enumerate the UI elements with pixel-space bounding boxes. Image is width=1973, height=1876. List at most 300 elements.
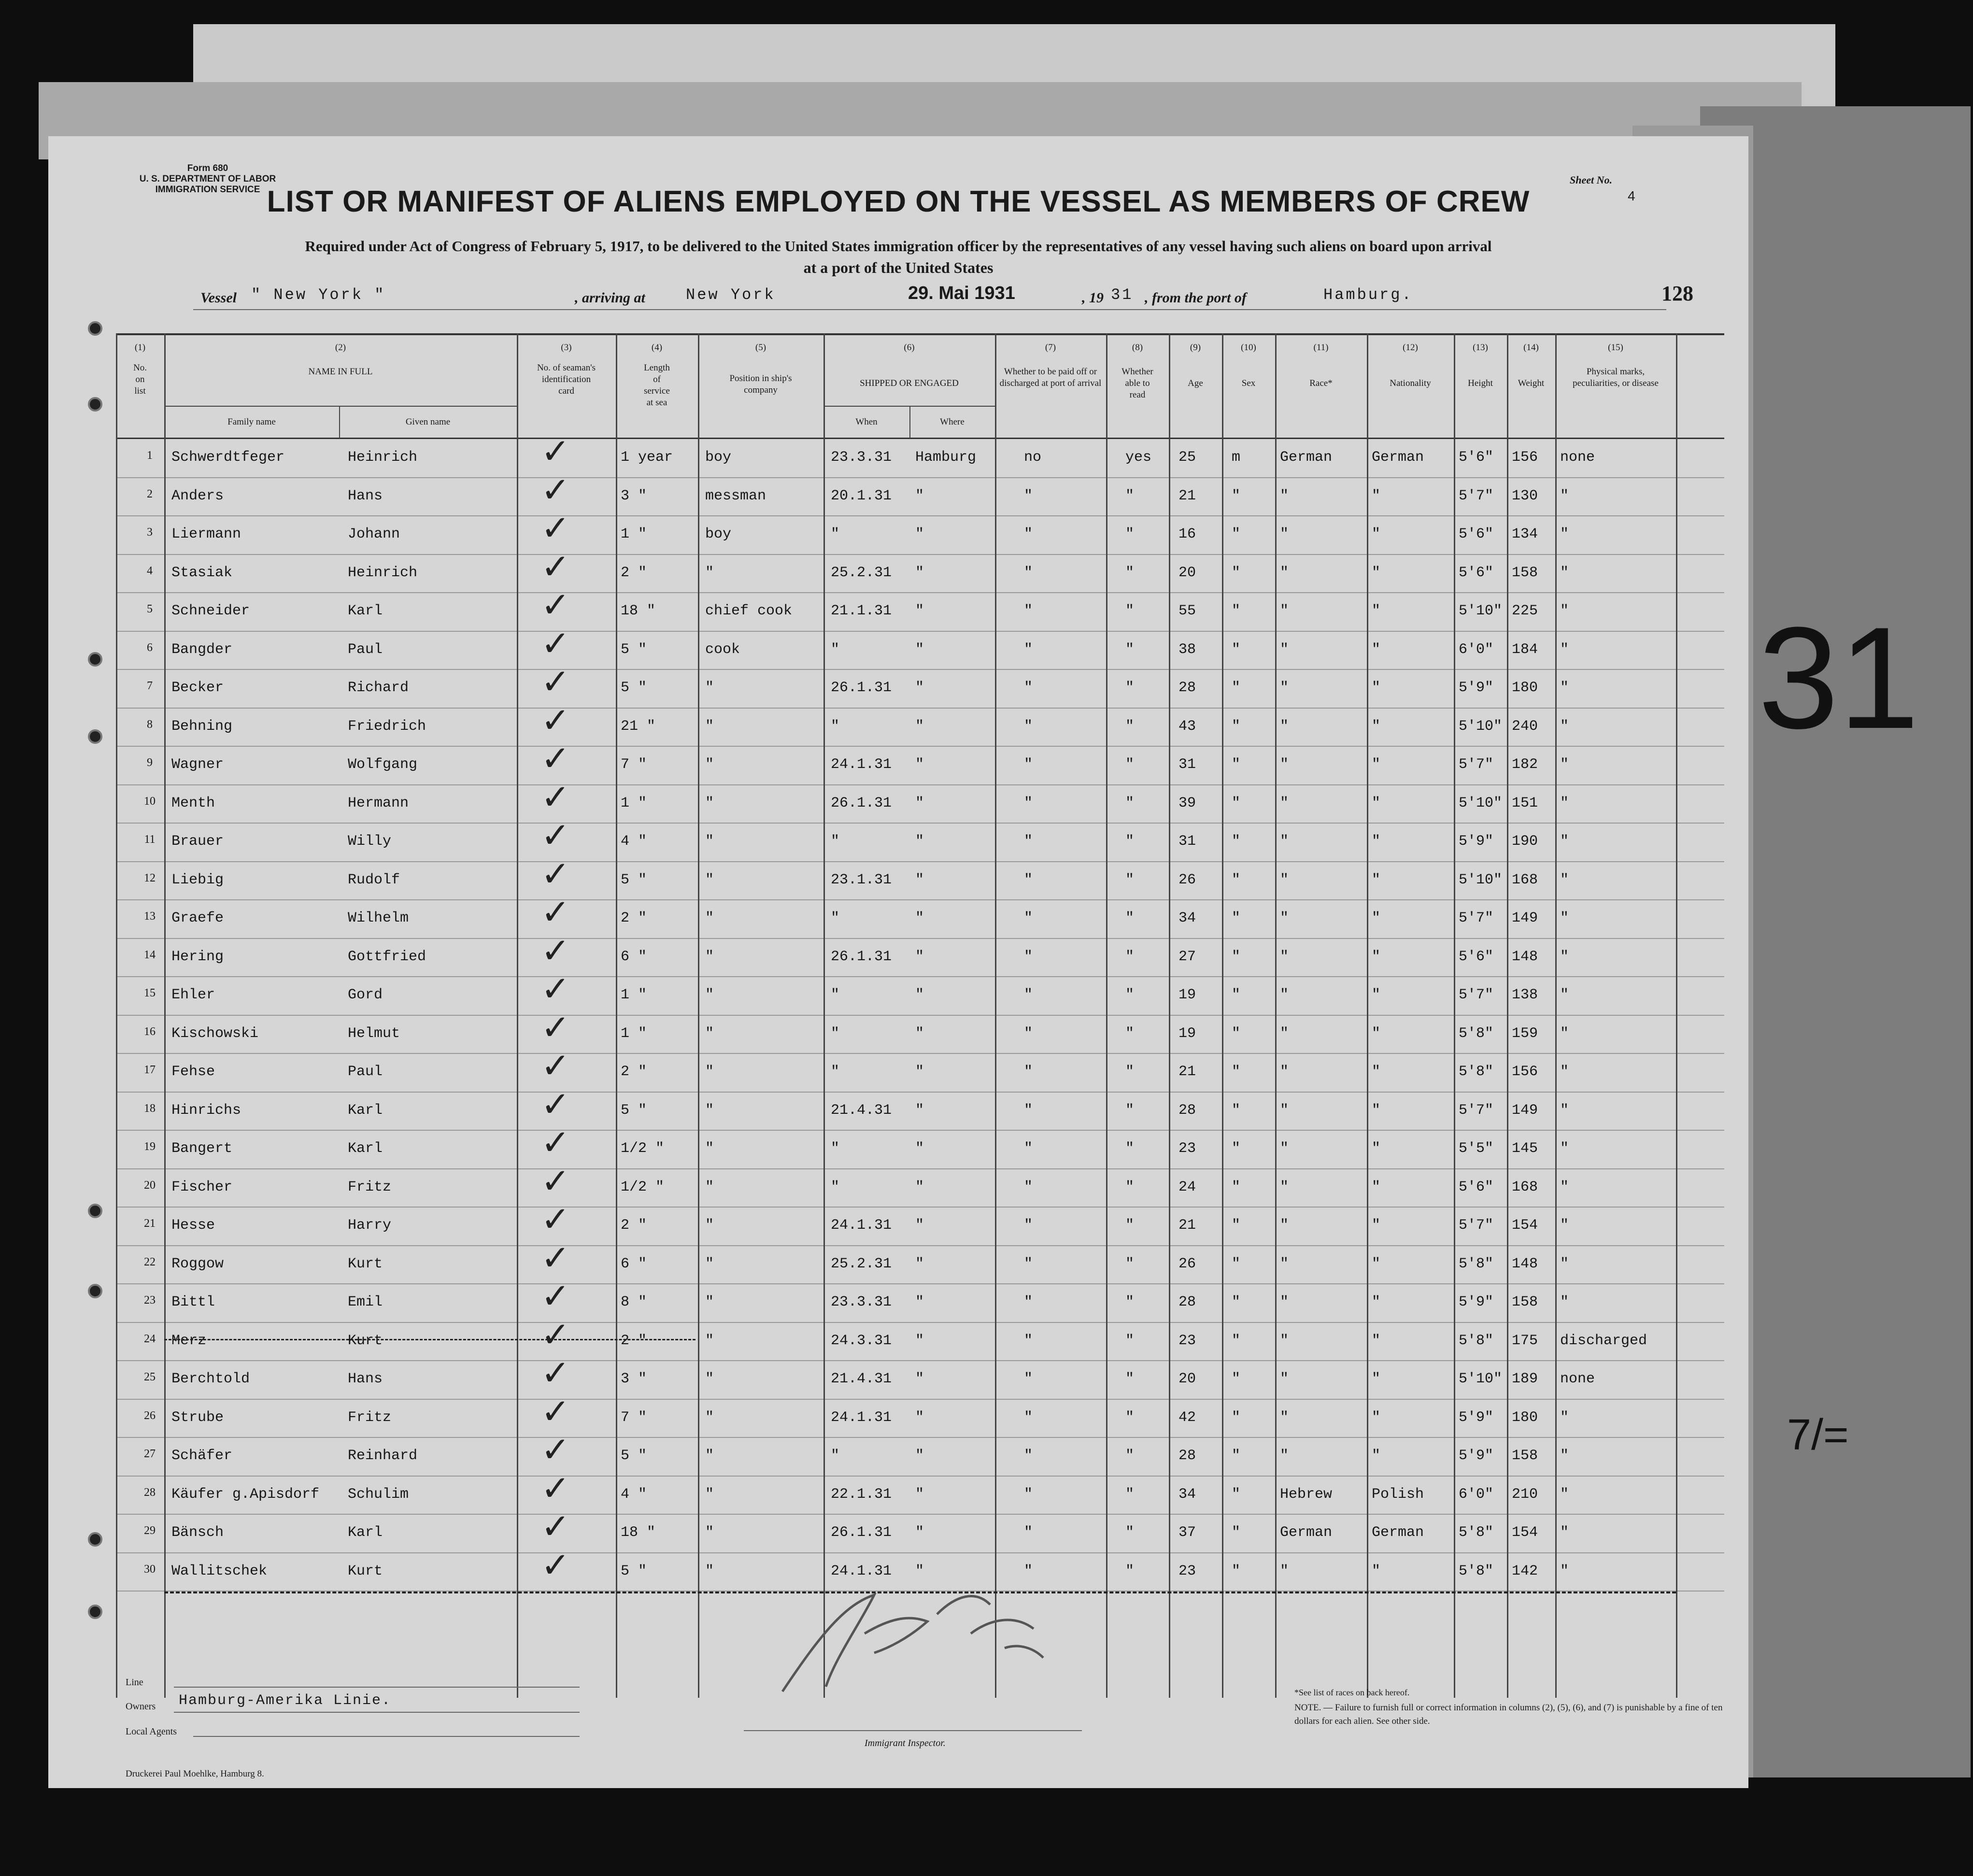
cell-height: 5'9" [1459, 1409, 1494, 1426]
cell-paid: " [1024, 1294, 1033, 1310]
cell-race: " [1280, 1064, 1289, 1080]
cell-sex: " [1232, 1255, 1241, 1272]
vessel-line-underline [193, 309, 1666, 310]
cell-service: 7 " [621, 1409, 647, 1426]
cell-nationality: " [1372, 603, 1381, 619]
sheet-no-label: Sheet No. [1570, 174, 1612, 186]
cell-nationality: Polish [1372, 1486, 1424, 1503]
cell-when: " [831, 641, 840, 658]
cell-read: " [1125, 1025, 1135, 1042]
cell-nationality: " [1372, 1140, 1381, 1157]
cell-paid: no [1024, 449, 1042, 466]
cell-service: 5 " [621, 1563, 647, 1579]
cell-paid: " [1024, 564, 1033, 581]
cell-marks: " [1560, 1064, 1569, 1080]
cell-service: 1/2 " [621, 1140, 665, 1157]
column-line [164, 333, 166, 1698]
check-mark-icon: ✓ [541, 968, 570, 1009]
cell-height: 5'10" [1459, 795, 1503, 811]
cell-age: 28 [1178, 1102, 1196, 1119]
column-line [1169, 333, 1170, 1698]
cell-sex: " [1232, 1524, 1241, 1541]
row-line [116, 899, 1724, 900]
cell-read: " [1125, 1332, 1135, 1349]
cell-paid: " [1024, 1025, 1033, 1042]
cell-position: " [705, 1064, 714, 1080]
manifest-sheet [48, 136, 1748, 1788]
cell-paid: " [1024, 910, 1033, 926]
cell-no: 7 [147, 680, 153, 692]
cell-weight: 182 [1512, 756, 1538, 773]
cell-age: 38 [1178, 641, 1196, 658]
row-line [116, 1168, 1724, 1169]
cell-read: " [1125, 1294, 1135, 1310]
cell-weight: 189 [1512, 1371, 1538, 1387]
col10-header [1222, 342, 1275, 389]
cell-marks: " [1560, 1524, 1569, 1541]
races-note: *See list of races on back hereof. [1294, 1688, 1410, 1697]
col6-header [823, 342, 995, 389]
cell-family: Kischowski [171, 1025, 259, 1042]
printer-credit: Druckerei Paul Moehlke, Hamburg 8. [126, 1769, 264, 1779]
col14-number: (14) [1523, 342, 1539, 353]
cell-nationality: German [1372, 1524, 1424, 1541]
check-mark-icon: ✓ [541, 661, 570, 702]
row-line [116, 708, 1724, 709]
cell-family: Ehler [171, 987, 215, 1003]
cell-family: Liermann [171, 526, 241, 542]
cell-weight: 180 [1512, 680, 1538, 696]
cell-where: " [915, 1064, 924, 1080]
cell-race: " [1280, 1217, 1289, 1234]
cell-where: " [915, 1179, 924, 1195]
row-line [116, 477, 1724, 478]
cell-given: Heinrich [348, 449, 418, 466]
cell-family: Brauer [171, 833, 224, 850]
cell-nationality: " [1372, 910, 1381, 926]
cell-where: " [915, 1409, 924, 1426]
cell-service: 5 " [621, 871, 647, 888]
cell-family: Strube [171, 1409, 224, 1426]
cell-read: " [1125, 948, 1135, 965]
cell-position: " [705, 1448, 714, 1464]
cell-sex: " [1232, 603, 1241, 619]
cell-weight: 158 [1512, 564, 1538, 581]
cell-service: 2 " [621, 1064, 647, 1080]
cell-family: Becker [171, 680, 224, 696]
cell-height: 5'6" [1459, 564, 1494, 581]
cell-nationality: " [1372, 1025, 1381, 1042]
cell-age: 16 [1178, 526, 1196, 542]
cell-position: messman [705, 487, 766, 504]
cell-weight: 148 [1512, 948, 1538, 965]
check-mark-icon: ✓ [541, 508, 570, 548]
cell-marks: " [1560, 1255, 1569, 1272]
cell-read: " [1125, 487, 1135, 504]
punch-hole [88, 729, 102, 744]
cell-service: 7 " [621, 756, 647, 773]
check-mark-icon: ✓ [541, 699, 570, 740]
cell-where: " [915, 910, 924, 926]
cell-height: 5'8" [1459, 1064, 1494, 1080]
from-label: , from the port of [1145, 290, 1247, 306]
cell-age: 37 [1178, 1524, 1196, 1541]
cell-paid: " [1024, 987, 1033, 1003]
check-mark-icon: ✓ [541, 1122, 570, 1163]
cell-position: " [705, 1217, 714, 1234]
cell-service: 4 " [621, 1486, 647, 1503]
cell-marks: " [1560, 526, 1569, 542]
cell-given: Richard [348, 680, 409, 696]
cell-when: 26.1.31 [831, 795, 892, 811]
cell-given: Hans [348, 487, 383, 504]
cell-race: " [1280, 680, 1289, 696]
cell-when: 24.3.31 [831, 1332, 892, 1349]
cell-when: " [831, 1448, 840, 1464]
col1-header [116, 342, 164, 397]
cell-sex: " [1232, 1294, 1241, 1310]
punch-hole [88, 652, 102, 667]
cell-given: Paul [348, 641, 383, 658]
cell-marks: " [1560, 1448, 1569, 1464]
cell-family: Menth [171, 795, 215, 811]
cell-read: " [1125, 1448, 1135, 1464]
cell-marks: " [1560, 833, 1569, 850]
cell-no: 5 [147, 603, 153, 615]
cell-marks: " [1560, 948, 1569, 965]
cell-sex: " [1232, 1217, 1241, 1234]
col9-header [1169, 342, 1222, 389]
cell-weight: 158 [1512, 1448, 1538, 1464]
cell-read: yes [1125, 449, 1152, 466]
col8-title: Whether able to read [1121, 367, 1153, 400]
owners-underline [174, 1712, 580, 1713]
cell-race: " [1280, 987, 1289, 1003]
cell-given: Willy [348, 833, 392, 850]
cell-family: Stasiak [171, 564, 233, 581]
cell-height: 5'10" [1459, 603, 1503, 619]
cell-nationality: " [1372, 641, 1381, 658]
cell-race: " [1280, 1255, 1289, 1272]
cell-where: " [915, 487, 924, 504]
cell-position: " [705, 1025, 714, 1042]
cell-where: " [915, 1486, 924, 1503]
cell-weight: 142 [1512, 1563, 1538, 1579]
check-mark-icon: ✓ [541, 1045, 570, 1086]
cell-paid: " [1024, 1448, 1033, 1464]
cell-when: " [831, 1140, 840, 1157]
cell-sex: " [1232, 871, 1241, 888]
cell-race: " [1280, 1409, 1289, 1426]
cell-position: " [705, 910, 714, 926]
cell-no: 27 [144, 1448, 156, 1460]
cell-when: 21.4.31 [831, 1102, 892, 1119]
cell-service: 8 " [621, 1294, 647, 1310]
cell-sex: " [1232, 1064, 1241, 1080]
check-mark-icon: ✓ [541, 776, 570, 817]
cell-sex: " [1232, 641, 1241, 658]
cell-age: 23 [1178, 1140, 1196, 1157]
cell-when: 25.2.31 [831, 1255, 892, 1272]
cell-position: " [705, 1332, 714, 1349]
cell-age: 19 [1178, 987, 1196, 1003]
check-mark-icon: ✓ [541, 584, 570, 625]
cell-paid: " [1024, 680, 1033, 696]
column-line [116, 333, 117, 1698]
cell-no: 2 [147, 487, 153, 500]
check-mark-icon: ✓ [541, 1276, 570, 1316]
cell-when: 26.1.31 [831, 948, 892, 965]
cell-marks: " [1560, 756, 1569, 773]
row-line [116, 1092, 1724, 1093]
cell-when: " [831, 987, 840, 1003]
col11-header [1275, 342, 1367, 389]
check-mark-icon: ✓ [541, 738, 570, 779]
cell-weight: 168 [1512, 1179, 1538, 1195]
cell-nationality: " [1372, 987, 1381, 1003]
cell-read: " [1125, 1563, 1135, 1579]
col14-title: Weight [1518, 378, 1545, 388]
cell-given: Fritz [348, 1179, 392, 1195]
cell-read: " [1125, 680, 1135, 696]
date-stamp: 29. Mai 1931 [908, 283, 1015, 303]
check-mark-icon: ✓ [541, 546, 570, 587]
cell-paid: " [1024, 1486, 1033, 1503]
row-line [116, 1360, 1724, 1361]
cell-paid: " [1024, 795, 1033, 811]
cell-race: " [1280, 756, 1289, 773]
cell-no: 15 [144, 987, 156, 999]
cell-paid: " [1024, 1371, 1033, 1387]
cell-given: Rudolf [348, 871, 400, 888]
cell-when: 26.1.31 [831, 680, 892, 696]
cell-race: " [1280, 1140, 1289, 1157]
cell-height: 5'9" [1459, 833, 1494, 850]
cell-race: " [1280, 948, 1289, 965]
cell-no: 28 [144, 1486, 156, 1499]
col7-number: (7) [1045, 342, 1056, 353]
cell-weight: 154 [1512, 1217, 1538, 1234]
cell-position: " [705, 680, 714, 696]
cell-weight: 130 [1512, 487, 1538, 504]
col6a-header: When [855, 417, 878, 427]
cell-position: " [705, 718, 714, 735]
col15-title: Physical marks, peculiarities, or disease [1573, 367, 1659, 388]
cell-read: " [1125, 1064, 1135, 1080]
cell-position: " [705, 1524, 714, 1541]
row-line [116, 1130, 1724, 1131]
row-line [116, 1476, 1724, 1477]
cell-height: 5'7" [1459, 910, 1494, 926]
cell-when: 20.1.31 [831, 487, 892, 504]
check-mark-icon: ✓ [541, 1314, 570, 1355]
cell-height: 5'9" [1459, 1448, 1494, 1464]
cell-weight: 156 [1512, 1064, 1538, 1080]
col15-number: (15) [1608, 342, 1623, 353]
cell-service: 4 " [621, 833, 647, 850]
column-line [1275, 333, 1277, 1698]
vessel-label: Vessel [200, 290, 237, 306]
from-port: Hamburg. [1323, 286, 1413, 304]
cell-where: " [915, 1025, 924, 1042]
row-line [116, 1053, 1724, 1054]
cell-position: " [705, 1179, 714, 1195]
cell-no: 6 [147, 641, 153, 654]
cell-when: 24.1.31 [831, 1409, 892, 1426]
col10-title: Sex [1241, 378, 1256, 388]
cell-nationality: " [1372, 1179, 1381, 1195]
cell-family: Behning [171, 718, 233, 735]
col6b-header: Where [940, 417, 965, 427]
cell-age: 31 [1178, 756, 1196, 773]
cell-family: Roggow [171, 1255, 224, 1272]
cell-marks: " [1560, 987, 1569, 1003]
cell-marks: " [1560, 795, 1569, 811]
cell-no: 17 [144, 1064, 156, 1076]
cell-age: 27 [1178, 948, 1196, 965]
cell-paid: " [1024, 1524, 1033, 1541]
cell-height: 5'7" [1459, 1102, 1494, 1119]
row-line [116, 976, 1724, 977]
cell-age: 20 [1178, 564, 1196, 581]
cell-position: " [705, 1255, 714, 1272]
row-line [116, 823, 1724, 824]
col8-number: (8) [1132, 342, 1143, 353]
arriving-port: New York [686, 286, 776, 304]
cell-service: 1 year [621, 449, 673, 466]
col2b-header: Given name [405, 417, 451, 427]
cell-race: " [1280, 1448, 1289, 1464]
cell-no: 10 [144, 795, 156, 808]
cell-nationality: " [1372, 871, 1381, 888]
check-mark-icon: ✓ [541, 1429, 570, 1470]
col13-header [1454, 342, 1507, 389]
cell-weight: 134 [1512, 526, 1538, 542]
cell-given: Emil [348, 1294, 383, 1310]
cell-race: " [1280, 833, 1289, 850]
cell-family: Berchtold [171, 1371, 250, 1387]
row-line [116, 1552, 1724, 1553]
row-line [116, 1514, 1724, 1515]
cell-nationality: " [1372, 1371, 1381, 1387]
cell-read: " [1125, 871, 1135, 888]
cell-where: " [915, 795, 924, 811]
arriving-label: , arriving at [575, 290, 645, 306]
cell-marks: discharged [1560, 1332, 1647, 1349]
cell-height: 5'7" [1459, 487, 1494, 504]
cell-service: 5 " [621, 1102, 647, 1119]
cell-given: Wilhelm [348, 910, 409, 926]
cell-position: " [705, 1102, 714, 1119]
column-line [1454, 333, 1455, 1698]
cell-when: 22.1.31 [831, 1486, 892, 1503]
cell-age: 21 [1178, 1217, 1196, 1234]
cell-no: 4 [147, 564, 153, 577]
cell-read: " [1125, 1102, 1135, 1119]
cell-position: " [705, 1140, 714, 1157]
cell-position: " [705, 948, 714, 965]
row-line [116, 1437, 1724, 1438]
column-line [1106, 333, 1107, 1698]
cell-age: 43 [1178, 718, 1196, 735]
cell-family: Merz [171, 1332, 207, 1349]
inspector-label: Immigrant Inspector. [865, 1738, 946, 1748]
col12-number: (12) [1403, 342, 1418, 353]
cell-sex: " [1232, 1563, 1241, 1579]
cell-sex: " [1232, 948, 1241, 965]
cell-age: 23 [1178, 1332, 1196, 1349]
row-line [116, 1207, 1724, 1208]
cell-given: Hans [348, 1371, 383, 1387]
cell-where: " [915, 1217, 924, 1234]
cell-service: 18 " [621, 1524, 656, 1541]
cell-read: " [1125, 1409, 1135, 1426]
cell-nationality: " [1372, 1255, 1381, 1272]
cell-age: 55 [1178, 603, 1196, 619]
cell-marks: " [1560, 487, 1569, 504]
col5-number: (5) [755, 342, 766, 353]
col6-title: SHIPPED OR ENGAGED [860, 378, 959, 388]
check-mark-icon: ✓ [541, 1544, 570, 1585]
col5-header [698, 342, 823, 396]
cell-family: Bangder [171, 641, 233, 658]
punch-hole [88, 1605, 102, 1619]
year: 31 [1111, 286, 1134, 304]
cell-height: 5'8" [1459, 1332, 1494, 1349]
cell-when: 25.2.31 [831, 564, 892, 581]
cell-marks: " [1560, 1025, 1569, 1042]
col2-header [164, 342, 517, 378]
cell-paid: " [1024, 871, 1033, 888]
column-line [1222, 333, 1223, 1698]
row-line [116, 515, 1724, 516]
cell-sex: " [1232, 1140, 1241, 1157]
cell-no: 23 [144, 1294, 156, 1307]
cell-no: 19 [144, 1140, 156, 1153]
cell-no: 18 [144, 1102, 156, 1115]
cell-weight: 225 [1512, 603, 1538, 619]
cell-sex: " [1232, 756, 1241, 773]
cell-nationality: " [1372, 1409, 1381, 1426]
col1-title: No. on list [133, 363, 147, 396]
cell-read: " [1125, 718, 1135, 735]
cell-height: 6'0" [1459, 1486, 1494, 1503]
cell-position: " [705, 564, 714, 581]
cell-nationality: " [1372, 833, 1381, 850]
cell-race: Hebrew [1280, 1486, 1333, 1503]
punch-hole [88, 1284, 102, 1298]
cell-read: " [1125, 756, 1135, 773]
cell-paid: " [1024, 1563, 1033, 1579]
cell-family: Fehse [171, 1064, 215, 1080]
cell-given: Karl [348, 1524, 383, 1541]
cell-no: 3 [147, 526, 153, 539]
cell-sex: " [1232, 1025, 1241, 1042]
cell-where: " [915, 1448, 924, 1464]
cell-read: " [1125, 795, 1135, 811]
cell-where: " [915, 1102, 924, 1119]
cell-race: " [1280, 910, 1289, 926]
cell-nationality: " [1372, 1294, 1381, 1310]
sheet-no: 4 [1628, 188, 1635, 203]
cell-no: 29 [144, 1524, 156, 1537]
cell-read: " [1125, 910, 1135, 926]
cell-when: " [831, 910, 840, 926]
cell-paid: " [1024, 948, 1033, 965]
cell-height: 5'8" [1459, 1563, 1494, 1579]
cell-given: Fritz [348, 1409, 392, 1426]
cell-family: Bittl [171, 1294, 215, 1310]
